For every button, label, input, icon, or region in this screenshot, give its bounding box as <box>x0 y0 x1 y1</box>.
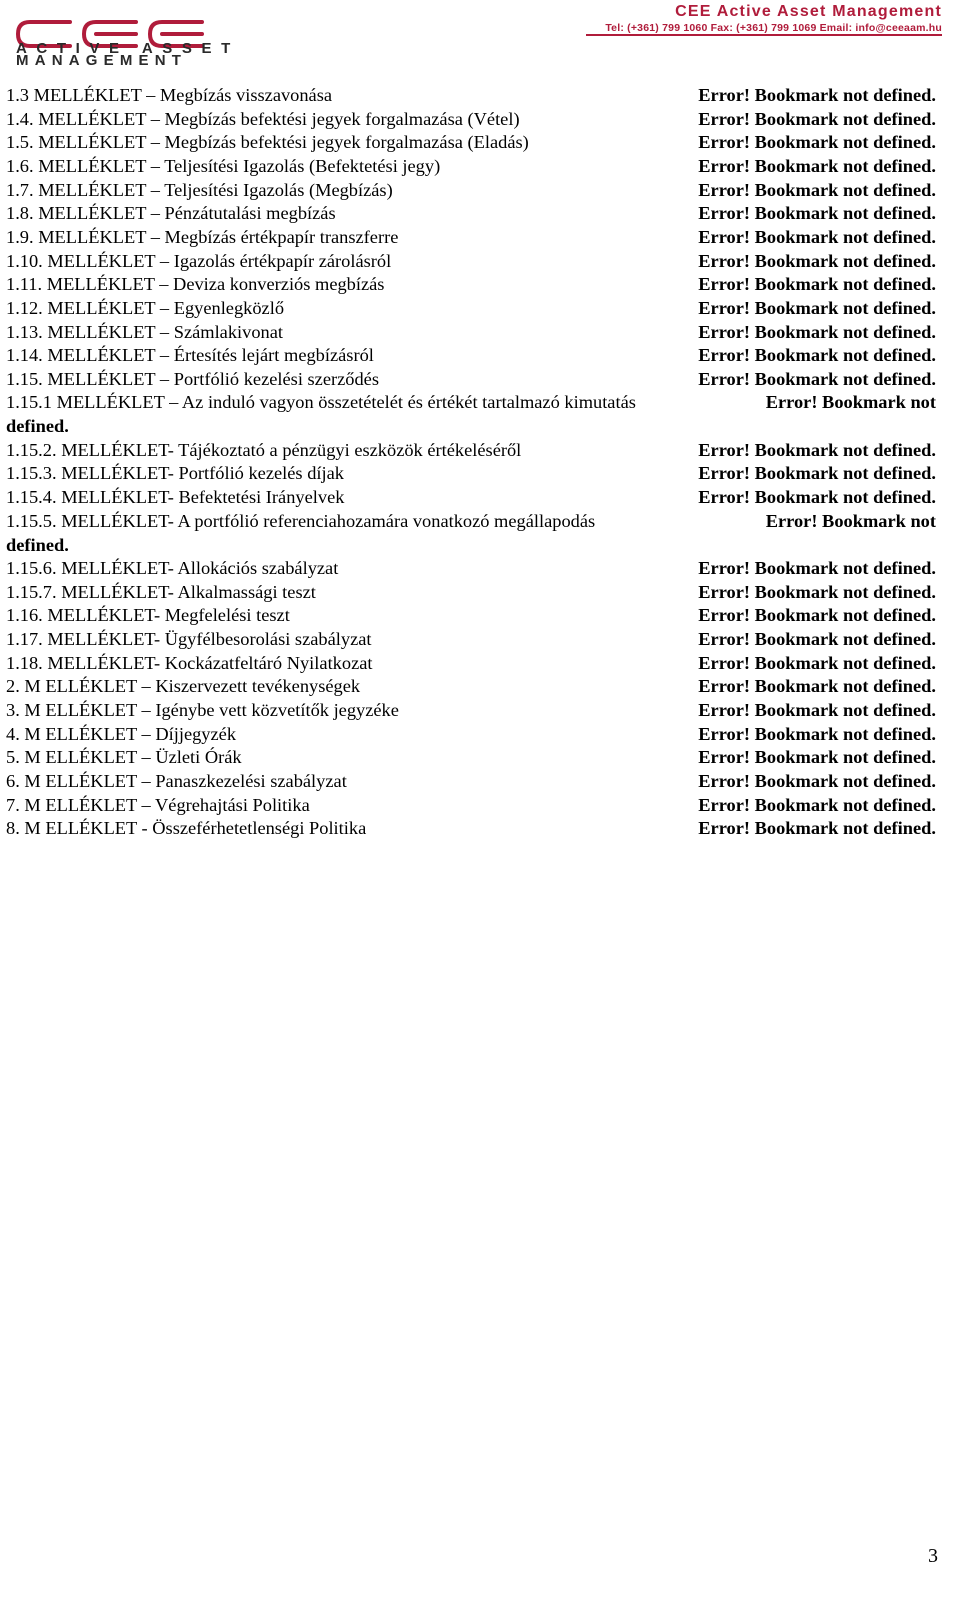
toc-entry-title <box>6 580 316 604</box>
toc-entry-title <box>6 390 636 414</box>
toc-entry-number: 1.9. <box>6 226 34 247</box>
logo-wordmark-line2: MANAGEMENT <box>16 52 188 69</box>
toc-entry-page-ref: Error! Bookmark not defined. <box>698 676 936 697</box>
toc-entry-title <box>6 627 372 651</box>
toc-entry-number: 1.14. <box>6 345 43 366</box>
toc-entry-number: 1.15.7. <box>6 581 57 602</box>
toc-entry-title <box>6 178 393 202</box>
toc-entry-text: MELLÉKLET- Megfelelési teszt <box>47 605 290 626</box>
toc-entry-page-ref: Error! Bookmark not defined. <box>698 321 936 342</box>
toc-entry-text: MELLÉKLET – Teljesítési Igazolás (Befektetési jegy) <box>38 156 441 176</box>
toc-entry-title <box>6 509 595 533</box>
toc-entry-title <box>6 320 283 344</box>
toc-entry-number: 1.15.1 <box>6 392 52 413</box>
toc-entry-page-ref: Error! Bookmark not defined. <box>698 108 936 129</box>
toc-entry-title <box>6 367 379 391</box>
toc-entry-number: 1.7. <box>6 179 34 200</box>
toc-entry-number: 2. <box>6 676 20 697</box>
toc-entry-number: 1.15.2. <box>6 439 57 460</box>
toc-entry-text: MELLÉKLET – Teljesítési Igazolás (Megbízás) <box>38 179 393 200</box>
toc-entry-title <box>6 698 399 722</box>
toc-entry-text: MELLÉKLET – Megbízás befektési jegyek forgalmazása (Eladás) <box>38 132 529 153</box>
toc-entry-number: 1.18. <box>6 652 43 673</box>
company-contact: Tel: (+361) 799 1060 Fax: (+361) 799 1069 Email: info@ceeaam.hu <box>605 22 942 34</box>
toc-entry-title <box>6 722 236 746</box>
toc-entry-text: MELLÉKLET – Deviza konverziós megbízás <box>46 274 385 295</box>
toc-entry-number: 1.15.3. <box>6 463 57 484</box>
toc-entry-text: MELLÉKLET – Pénzátutalási megbízás <box>38 203 336 224</box>
toc-entry-page-ref: Error! Bookmark not defined. <box>698 487 936 507</box>
toc-entry-page-ref: Error! Bookmark not defined. <box>698 345 936 366</box>
toc-entry-text: M ELLÉKLET – Igénybe vett közvetítők jegyzéke <box>24 699 399 720</box>
toc-entry-text: MELLÉKLET – Számlakivonat <box>47 321 284 342</box>
toc-entry-text: MELLÉKLET – Igazolás értékpapír zárolásról <box>47 250 392 271</box>
toc-entry-page-ref: Error! Bookmark not defined. <box>698 699 936 720</box>
toc-entry-title <box>6 272 384 296</box>
toc-entry-title <box>6 485 344 509</box>
toc-entry-number: 1.15.4. <box>6 487 57 507</box>
toc-entry-number: 1.11. <box>6 274 43 295</box>
toc-entry-number: 3. <box>6 699 20 720</box>
toc-entry-number: 1.16. <box>6 605 43 626</box>
toc-entry-text: MELLÉKLET – Megbízás értékpapír transzferre <box>38 226 399 247</box>
toc-entry-number: 1.10. <box>6 250 43 271</box>
toc-entry-number: 1.13. <box>6 321 43 342</box>
toc-entry-title <box>6 296 284 320</box>
toc-entry-text: MELLÉKLET – Megbízás befektési jegyek forgalmazása (Vétel) <box>38 108 520 129</box>
toc-entry-title <box>6 745 242 769</box>
toc-entry-page-ref: Error! Bookmark not defined. <box>698 156 936 176</box>
toc-entry-text: M ELLÉKLET – Végrehajtási Politika <box>24 794 310 815</box>
toc-entry-text: M ELLÉKLET – Panaszkezelési szabályzat <box>24 770 347 791</box>
toc-entry-title <box>6 816 366 840</box>
toc-entry-title <box>6 201 336 225</box>
toc-entry-text: MELLÉKLET – Az induló vagyon összetételét és értékét tartalmazó kimutatás <box>56 392 636 413</box>
toc-entry-text: MELLÉKLET- A portfólió referenciahozamára vonatkozó megállapodás <box>61 510 596 531</box>
toc-entry-page-ref: Error! Bookmark not defined. <box>698 85 936 105</box>
toc-entry-text: MELLÉKLET – Portfólió kezelési szerződés <box>47 368 380 389</box>
toc-entry-page-ref: Error! Bookmark not defined. <box>698 818 936 839</box>
toc-entry-text: MELLÉKLET- Befektetési Irányelvek <box>61 487 345 507</box>
toc-entry-number: 8. <box>6 818 20 839</box>
toc-entry-page-ref: Error! Bookmark not defined. <box>698 652 936 673</box>
toc-entry-text: M ELLÉKLET – Üzleti Órák <box>24 747 242 768</box>
toc-entry-page-ref: Error! Bookmark not defined. <box>698 179 936 200</box>
toc-entry-number: 1.8. <box>6 203 34 224</box>
toc-entry-page-ref: Error! Bookmark not defined. <box>698 297 936 318</box>
logo-wordmark-line1: ACTIVE ASSET <box>16 40 240 57</box>
toc-entry-title <box>6 651 373 675</box>
toc-entry-number: 1.15. <box>6 368 43 389</box>
toc-entry-page-ref: Error! Bookmark not defined. <box>698 203 936 224</box>
toc-entry-title <box>6 556 338 580</box>
toc-entry-number: 1.17. <box>6 628 43 649</box>
toc-entry-page-ref: Error! Bookmark not defined. <box>698 226 936 247</box>
toc-entry-title <box>6 438 521 462</box>
toc-entry-number: 6. <box>6 770 20 791</box>
toc-entry-text: MELLÉKLET- Tájékoztató a pénzügyi eszközök értékeléséről <box>61 439 522 460</box>
toc-entry-number: 1.6. <box>6 156 34 176</box>
toc-entry-number: 5. <box>6 747 20 768</box>
toc-entry-text: MELLÉKLET- Allokációs szabályzat <box>61 558 339 578</box>
toc-entry-text: M ELLÉKLET – Kiszervezett tevékenységek <box>24 676 361 697</box>
toc-entry-number: 7. <box>6 794 20 815</box>
toc-entry-page-ref: Error! Bookmark not defined. <box>698 368 936 389</box>
toc-entry-text: MELLÉKLET- Ügyfélbesorolási szabályzat <box>47 628 372 649</box>
toc-entry-title <box>6 83 332 107</box>
toc-entry-page-ref: Error! Bookmark not defined. <box>698 794 936 815</box>
toc-entry-page-ref: Error! Bookmark not defined. <box>698 274 936 295</box>
toc-entry-number: 1.5. <box>6 132 34 153</box>
toc-entry-text: MELLÉKLET- Alkalmassági teszt <box>61 581 316 602</box>
toc-entry-page-ref: Error! Bookmark not defined. <box>698 770 936 791</box>
toc-entry-page-ref: Error! Bookmark not defined. <box>698 132 936 153</box>
page-number: 3 <box>928 1545 938 1567</box>
toc-entry-title <box>6 107 520 131</box>
toc-entry-title <box>6 225 398 249</box>
toc-entry-text: MELLÉKLET- Kockázatfeltáró Nyilatkozat <box>47 652 373 673</box>
toc-entry-title <box>6 130 529 154</box>
toc-entry-text: MELLÉKLET- Portfólió kezelés díjak <box>61 463 344 484</box>
toc-entry-page-ref: Error! Bookmark not <box>765 392 936 413</box>
toc-entry-page-ref: Error! Bookmark not defined. <box>698 747 936 768</box>
toc-entry-page-ref: Error! Bookmark not <box>765 510 936 531</box>
toc-entry-title <box>6 769 347 793</box>
toc-entry-title <box>6 154 440 178</box>
toc-entry-text: MELLÉKLET – Egyenlegközlő <box>47 297 285 318</box>
toc-entry-number: 1.3 <box>6 85 29 105</box>
toc-entry-title <box>6 343 374 367</box>
toc-entry-text: M ELLÉKLET – Díjjegyzék <box>24 723 237 744</box>
toc-entry-title <box>6 603 290 627</box>
toc-entry-number: 1.12. <box>6 297 43 318</box>
toc-entry-title <box>6 674 360 698</box>
toc-entry-page-ref: Error! Bookmark not defined. <box>698 439 936 460</box>
company-name: CEE Active Asset Management <box>675 3 942 20</box>
toc-entry-page-ref: Error! Bookmark not defined. <box>698 581 936 602</box>
toc-entry-title <box>6 249 391 273</box>
toc-entry-text: M ELLÉKLET - Összeférhetetlenségi Politika <box>24 818 367 839</box>
header-divider <box>586 34 942 36</box>
toc-entry-page-ref: Error! Bookmark not defined. <box>698 463 936 484</box>
toc-entry-page-ref: Error! Bookmark not defined. <box>698 628 936 649</box>
toc-entry-page-ref-continued: defined. <box>6 416 69 437</box>
toc-entry-page-ref: Error! Bookmark not defined. <box>698 250 936 271</box>
toc-entry-page-ref: Error! Bookmark not defined. <box>698 723 936 744</box>
toc-entry-title <box>6 461 344 485</box>
toc-entry-number: 1.15.6. <box>6 558 57 578</box>
toc-entry-text: MELLÉKLET – Megbízás visszavonása <box>33 85 333 105</box>
toc-entry-number: 1.4. <box>6 108 34 129</box>
toc-entry-page-ref: Error! Bookmark not defined. <box>698 605 936 626</box>
toc-entry-number: 4. <box>6 723 20 744</box>
toc-entry-page-ref-continued: defined. <box>6 534 69 555</box>
toc-entry-text: MELLÉKLET – Értesítés lejárt megbízásról <box>47 345 374 366</box>
toc-entry-title <box>6 793 310 817</box>
toc-entry-page-ref: Error! Bookmark not defined. <box>698 558 936 578</box>
toc-entry-number: 1.15.5. <box>6 510 57 531</box>
company-info <box>605 3 942 34</box>
page-header <box>0 0 960 74</box>
